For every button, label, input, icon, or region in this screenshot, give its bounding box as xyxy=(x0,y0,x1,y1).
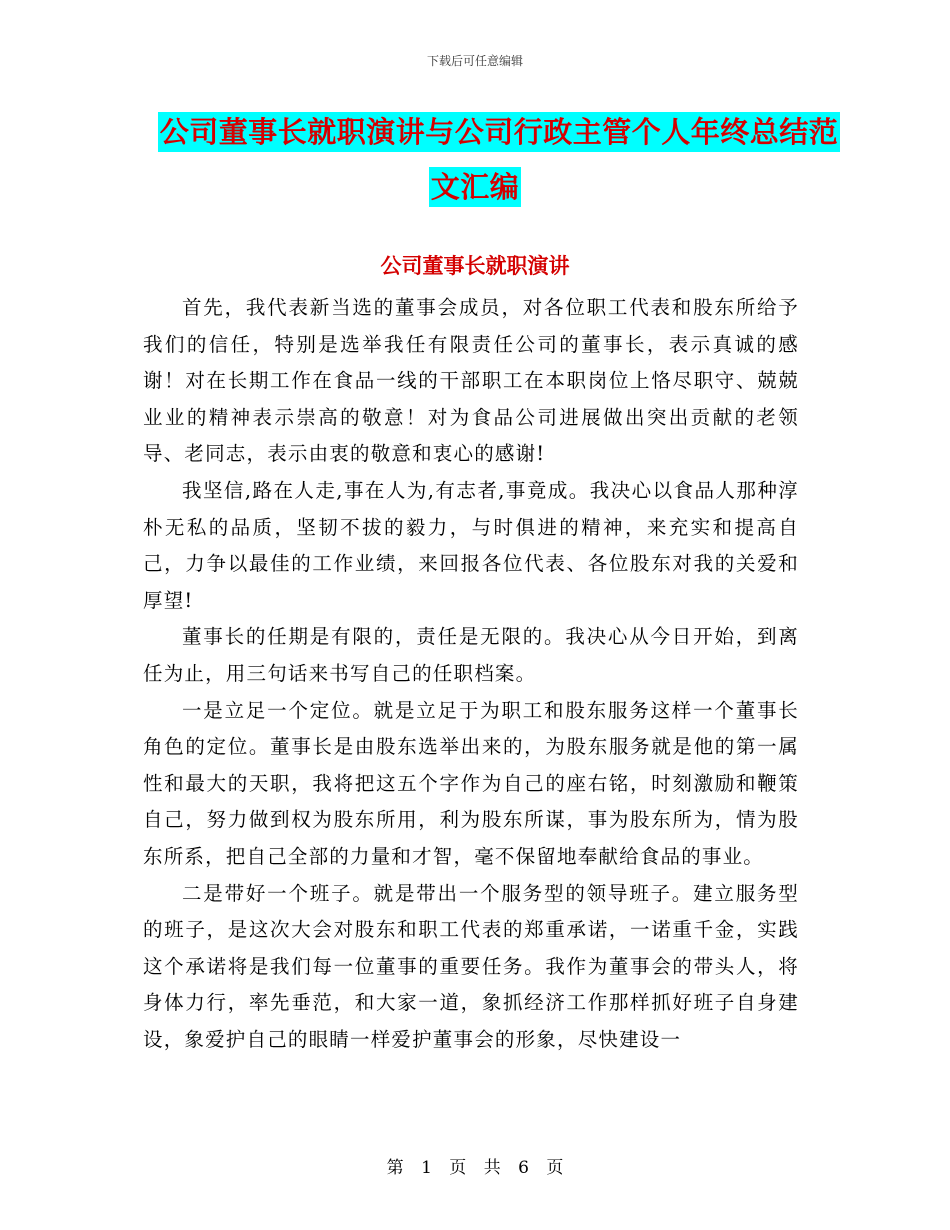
paragraph-5: 二是带好一个班子。就是带出一个服务型的领导班子。建立服务型的班子，是这次大会对股东和职工代表的郑重承诺，一诺重千金，实践这个承诺将是我们每一位董事的重要任务。我作为董事会的带头人，将身体力行，率先垂范，和大家一道，象抓经济工作那样抓好班子自身建设，象爱护自己的眼睛一样爱护董事会的形象，尽快建设一 xyxy=(143,881,799,1051)
paragraph-3: 董事长的任期是有限的，责任是无限的。我决心从今日开始，到离任为止，用三句话来书写自己的任职档案。 xyxy=(143,625,799,685)
document-title xyxy=(0,112,950,207)
header-note: 下载后可任意编辑 xyxy=(426,54,523,68)
footer-prefix: 第 xyxy=(386,1158,404,1178)
paragraph-1: 首先，我代表新当选的董事会成员，对各位职工代表和股东所给予我们的信任，特别是选举我任有限责任公司的董事长，表示真诚的感谢！对在长期工作在食品一线的干部职工在本职岗位上恪尽职守、兢兢业业的精神表示崇高的敬意！对为食品公司进展做出突出贡献的老领导、老同志，表示由衷的敬意和衷心的感谢! xyxy=(143,296,799,466)
title-line-2: 文汇编 xyxy=(429,167,522,207)
paragraph-2: 我坚信,路在人走,事在人为,有志者,事竟成。我决心以食品人那种淳朴无私的品质，坚韧不拔的毅力，与时俱进的精神，来充实和提高自己，力争以最佳的工作业绩，来回报各位代表、各位股东对我的关爱和厚望! xyxy=(143,478,799,612)
footer-suffix: 页 xyxy=(546,1158,564,1178)
body-text xyxy=(143,290,799,1058)
paragraph-4: 一是立足一个定位。就是立足于为职工和股东服务这样一个董事长角色的定位。董事长是由股东选举出来的，为股东服务就是他的第一属性和最大的天职，我将把这五个字作为自己的座右铭，时刻激励和鞭策自己，努力做到权为股东所用，利为股东所谋，事为股东所为，情为股东所系，把自己全部的力量和才智，毫不保留地奉献给食品的事业。 xyxy=(143,698,799,868)
footer-page-label: 页 xyxy=(449,1158,467,1178)
section-heading: 公司董事长就职演讲 xyxy=(380,254,570,278)
title-line-1: 公司董事长就职演讲与公司行政主管个人年终总结范 xyxy=(158,112,841,152)
page-footer xyxy=(0,1153,950,1178)
footer-total-label: 共 xyxy=(483,1158,501,1178)
footer-total-pages: 6 xyxy=(518,1158,529,1178)
footer-page-number: 1 xyxy=(421,1158,432,1178)
